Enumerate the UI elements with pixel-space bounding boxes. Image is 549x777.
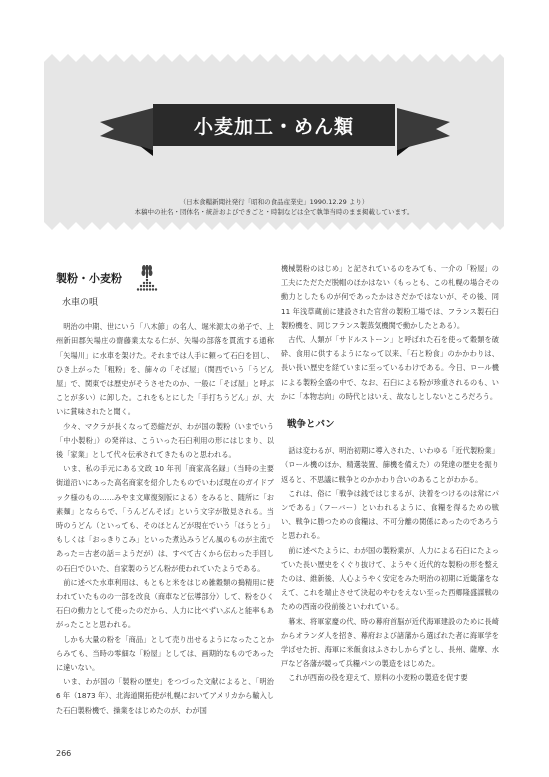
paragraph: これは、俗に「戦争は銭ではじまるが、決着をつけるのは常にパンである」（フーバー）といわれるように、食糧を得るための戦い、戦争に勝つための食糧は、不可分離の関係にあったのであろうと思われる。 [281,488,499,541]
paragraph: いま、わが国の「製粉の歴史」をつづった文献によると、「明治 6 年（1873 年）、北海道開拓使が札幌においてアメリカから輸入した石臼製粉機で、操業をはじめたのが、わが国 [56,677,274,715]
editorial-disclaimer: 本稿中の社名・団体名・統計およびできごと・時制などは全て執筆当時のまま掲載しています。 [134,208,414,216]
paragraph: 古代、人類が「サドルストーン」と呼ばれた石を使って穀類を破砕、食用に供するようになって以来、「石と粉食」のかかわりは、長い長い歴史を経ていまに至っているわけである。今日、ロール機による製粉全盛の中で、なお、石臼による粉が珍重されるのも、いかに「本物志向」の時代とはいえ、故なしとしないところだろう。 [281,335,499,401]
paragraph: 機械製粉のはじめ」と記されているのをみても、一介の「粉屋」の工夫にただただ脱帽のほかはない（もっとも、この札幌の場合その動力としたものが何であったかはさだかではないが、その後、同 11 年浅草蔵前に建設された官営の製粉工場では、フランス製石臼製粉機を、同じフランス製蒸気機関で動かしたとある）。 [281,264,499,330]
source-note [44,197,504,217]
paragraph: 少々、マクラが長くなって恐縮だが、わが国の製粉（いまでいう「中小製粉」）の発祥は、こういった石臼利用の形にはじまり、以後「家業」として代々伝承されてきたものと思われる。 [56,421,274,460]
subsection-title: 水車の唄 [62,298,99,308]
section-title: 戦争とパン [287,419,335,431]
section-heading [56,268,274,290]
page-number: 266 [56,749,72,758]
paragraph: 前に述べた水車利用は、もともと米をはじめ雑穀類の搗精用に使われていたものの一部を改良（商車など伝導部分）して、粉をひく石臼の動力として使ったのだから、人力に比べずいぶんと能率もあがったことと思われる。 [56,577,274,630]
paragraph: 前に述べたように、わが国の製粉業が、人力による石臼にたよっていた長い歴史をくぐり抜けて、ようやく近代的な製粉の形を整えたのは、維新後、人心ようやく安定をみた明治の初期に近畿藩をなえて、これを端止させて決起のやむをえない至った西郷隆盛謀戦のための西南の役前後といわれている。 [281,545,499,612]
paragraph: いま、私の手元にある文政 10 年刊「商家高名録」（当時の主要街道沿いにあった高名商家を紹介したものでいわば現在のガイドブック様のもの……みやま文庫復刻版による）をみると、随所に「お素麺」となららで、「うんどんそば」という文字が散見される。当時のうどん（といっても、そのほとんどが現在でいう「ほうとう」もしくは「おっきりこみ」といった煮込みうどん風のものが主流であった＝古老の話＝ようだが）は、すべて古くから伝わった手回しの石臼でひいた、自家製のうどん粉が使われていたようである。 [56,464,274,573]
header-zigzag-bottom [44,222,504,230]
wheat-flour-icon [132,265,162,293]
left-column [56,262,274,718]
paragraph: 明治の中期、世にいう「八木節」の名人、堀米源太の弟子で、上州新田郡矢場庄の齋藤業太なる仁が、矢場の部落を貫流する通称「矢場川」に水車を架けた。それまでは人手に頼って石臼を回し、ひき上がった「粗粉」を、篩々の「そば屋」（関西でいう「うどん屋」で、関東では歴史がそうさせたのか、一般に「そば屋」と呼ぶことが多い）に卸した。これをもとにした「手打ちうどん」が、大いに賞味されたと聞く。 [56,322,274,417]
section-title: 製粉・小麦粉 [56,271,122,285]
header-zigzag-top [44,54,504,62]
right-column [281,262,499,686]
paragraph: 話は変わるが、明治初期に導入された、いわゆる「近代製粉業」（ロール機のほか、精選装置、篩機を備えた）の発達の歴史を振り返ると、不思議に戦争とのかかわり合いのあることがわかる。 [281,446,499,484]
paragraph: これが西南の役を迎えて、原料の小麦粉の製造を促す要 [288,673,468,683]
paragraph: しかも大量の粉を「商品」として売り出せるようになったことからみても、当時の零細な「粉屋」としては、画期的なものであったに違いない。 [56,634,274,673]
source-citation: （日本食糧新聞社発行「昭和の食品産業史」1990.12.29 より） [179,198,369,206]
page-title: 小麦加工・めん類 [153,104,395,146]
paragraph: 幕末、将軍家慶の代、時の幕府首脳が近代海軍建設のために長崎からオランダ人を招き、幕府および諸藩から選ばれた者に海軍学を学ばせた折、海軍に米飯食はふさわしからずとし、長州、薩摩、水戸など各藩が競って兵糧パンの製造をはじめた。 [281,616,499,669]
